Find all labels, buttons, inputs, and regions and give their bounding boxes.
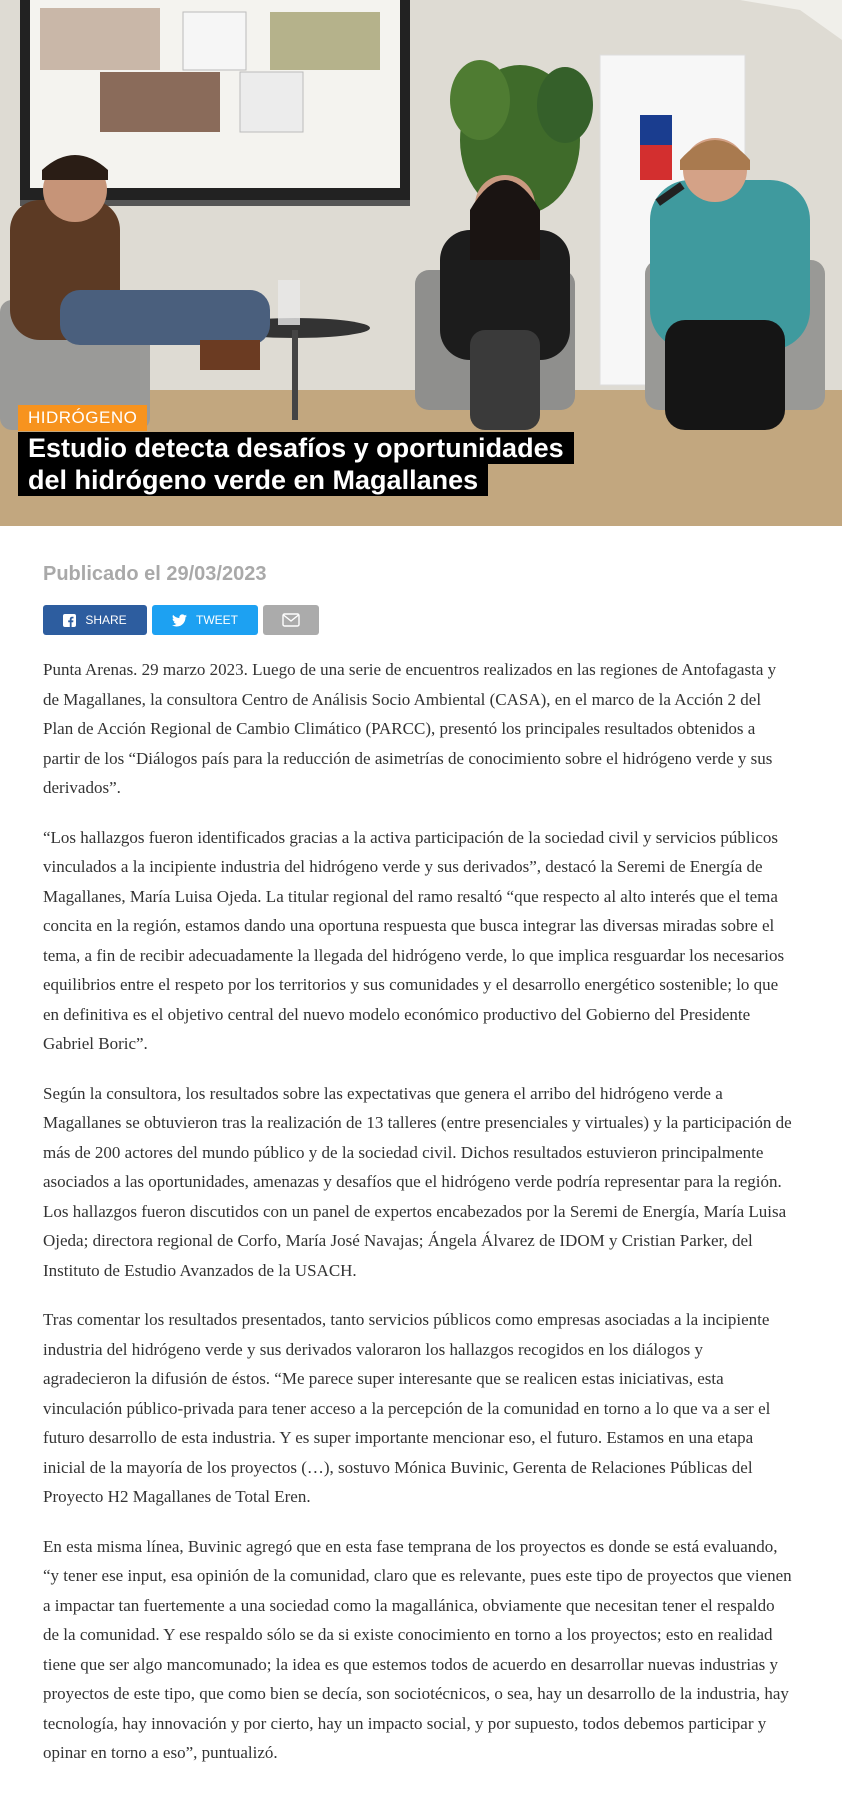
article-title-line-1: Estudio detecta desafíos y oportunidades	[18, 432, 574, 464]
article-paragraph-2: “Los hallazgos fueron identificados gracias a la activa participación de la sociedad civil y servicios públicos vinculados a la incipiente industria del hidrógeno verde y sus derivados”, destacó la Seremi de Energía de Magallanes, María Luisa Ojeda. La titular regional del ramo resaltó “que respecto al alto interés que el tema concita en la región, estamos dando una oportuna respuesta que busca integrar las diversas miradas sobre el tema, a fin de recibir adecuadamente la llegada del hidrógeno verde, lo que implica resguardar los necesarios equilibrios entre el respeto por los territorios y sus comunidades y el desarrollo energético sostenible; lo que en definitiva es el objetivo central del nuevo modelo económico productivo del Gobierno del Presidente Gabriel Boric”.	[43, 827, 785, 1053]
category-tag[interactable]: HIDRÓGENO	[18, 405, 147, 431]
hero-image	[0, 0, 842, 526]
twitter-share-button[interactable]	[152, 605, 258, 635]
article-title	[18, 432, 658, 496]
envelope-icon	[282, 613, 300, 627]
twitter-share-label: TWEET	[196, 613, 238, 627]
article-paragraph-4: Tras comentar los resultados presentados, tanto servicios públicos como empresas asociadas a la incipiente industria del hidrógeno verde y sus derivados valoraron los hallazgos recogidos en los diálogos y agradecieron la difusión de éstos. “Me parece super interesante que se realicen estas iniciativas, esta vinculación público-privada para tener acceso a la percepción de la comunidad en torno a lo que va a ser el futuro desarrollo de esta industria. Y es super importante mencionar eso, el futuro. Estamos en una etapa inicial de la mayoría de los proyectos (…), sostuvo Mónica Buvinic, Gerenta de Relaciones Públicas del Proyecto H2 Magallanes de Total Eren.	[43, 1310, 771, 1506]
facebook-share-label: SHARE	[85, 613, 127, 627]
article-paragraph-3: Según la consultora, los resultados sobre las expectativas que genera el arribo del hidrógeno verde a Magallanes se obtuvieron tras la realización de 13 talleres (entre presenciales y virtuales) y la participación de más de 200 actores del mundo público y de la sociedad civil. Dichos resultados estuvieron principalmente asociados a las oportunidades, amenazas y desafíos que el hidrógeno verde podría representar para la región. Los hallazgos fueron discutidos con un panel de expertos encabezados por la Seremi de Energía, María Luisa Ojeda; directora regional de Corfo, María José Navajas; Ángela Álvarez de IDOM y Cristian Parker, del Instituto de Estudio Avanzados de la USACH.	[43, 1083, 792, 1280]
publish-date: Publicado el 29/03/2023	[43, 563, 267, 585]
email-share-button[interactable]	[263, 605, 319, 635]
article-title-line-2: del hidrógeno verde en Magallanes	[18, 464, 488, 496]
facebook-share-button[interactable]	[43, 605, 147, 635]
article-paragraph-5: En esta misma línea, Buvinic agregó que en esta fase temprana de los proyectos es donde se está evaluando, “y tener ese input, esa opinión de la comunidad, claro que es relevante, pues este tipo de proyectos que vienen a impactar tan fuertemente a una sociedad como la magallánica, obviamente que necesitan tener el respaldo de la comunidad. Y ese respaldo sólo se da si existe conocimiento en torno a los proyectos; esto en realidad tiene que ser algo mancomunado; la idea es que estemos todos de acuerdo en desarrollar nuevas industrias y proyectos de este tipo, que como bien se decía, son sociotécnicos, o sea, hay un desarrollo de la industria, hay tecnología, hay innovación y por cierto, hay un impacto social, y por supuesto, todos debemos participar y opinar en torno a eso”, puntualizó.	[43, 1536, 792, 1762]
article-body	[43, 655, 793, 1788]
facebook-icon	[63, 614, 76, 627]
article-paragraph-1: Punta Arenas. 29 marzo 2023. Luego de una serie de encuentros realizados en las regiones de Antofagasta y de Magallanes, la consultora Centro de Análisis Socio Ambiental (CASA), en el marco de la Acción 2 del Plan de Acción Regional de Cambio Climático (PARCC), presentó los principales resultados obtenidos a partir de los “Diálogos país para la reducción de asimetrías de conocimiento sobre el hidrógeno verde y sus derivados”.	[43, 660, 777, 797]
twitter-icon	[172, 614, 187, 627]
share-bar	[43, 605, 319, 635]
